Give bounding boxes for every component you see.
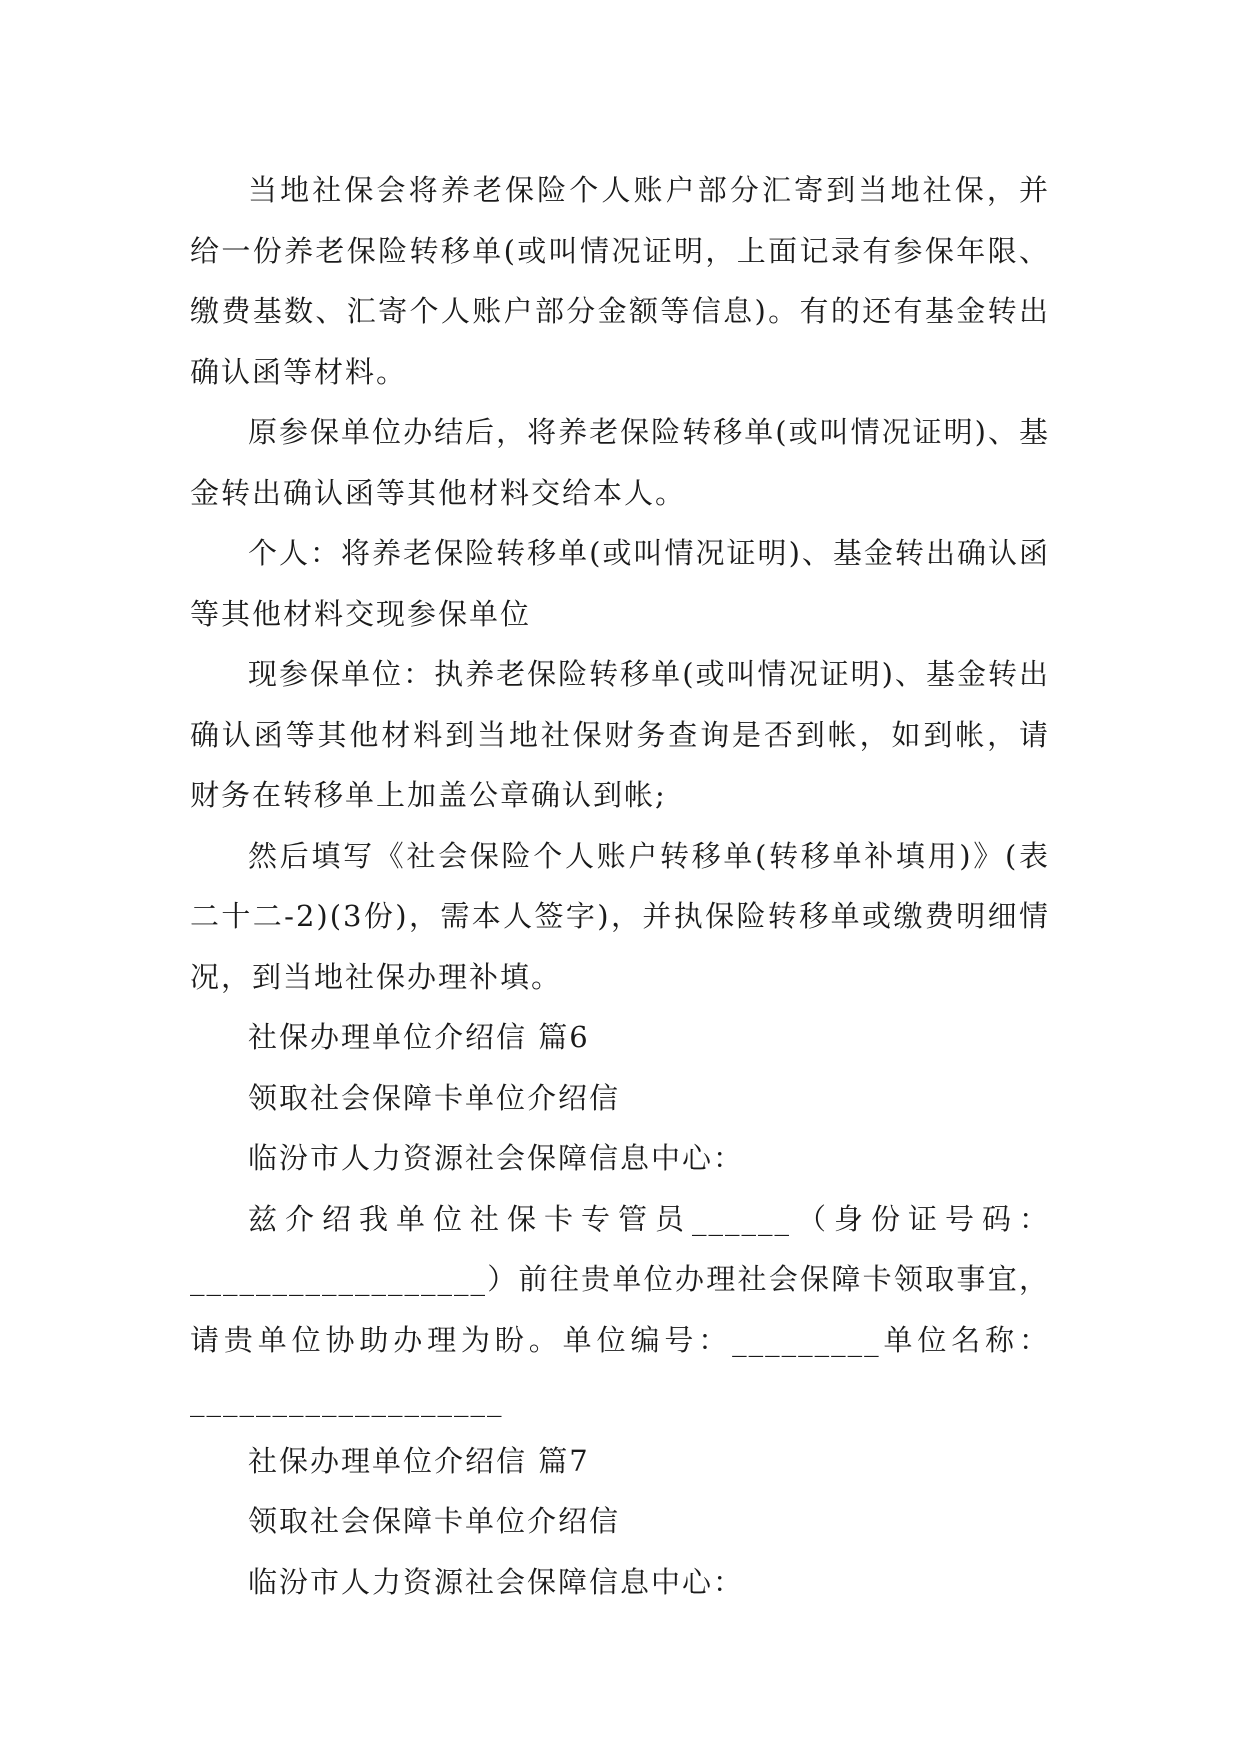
letter-title-6: 领取社会保障卡单位介绍信: [248, 1080, 621, 1115]
paragraph-original-unit: 原参保单位办结后，将养老保险转移单(或叫情况证明)、基金转出确认函等其他材料交给本人。: [190, 415, 1050, 510]
document-body: [190, 160, 1050, 1612]
paragraph-current-unit: 现参保单位：执养老保险转移单(或叫情况证明)、基金转出确认函等其他材料到当地社保财务查询是否到帐，如到帐，请财务在转移单上加盖公章确认到帐;: [190, 657, 1050, 812]
paragraph-fill-form: 然后填写《社会保险个人账户转移单(转移单补填用)》(表二十二-2)(3份)，需本人签字)，并执保险转移单或缴费明细情况，到当地社保办理补填。: [190, 838, 1050, 994]
paragraph-individual: 个人：将养老保险转移单(或叫情况证明)、基金转出确认函等其他材料交现参保单位: [190, 536, 1050, 631]
section-heading-7: 社保办理单位介绍信 篇7: [248, 1443, 590, 1478]
letter-recipient-7: 临汾市人力资源社会保障信息中心：: [248, 1564, 745, 1599]
section-heading-6: 社保办理单位介绍信 篇6: [248, 1020, 590, 1054]
letter-body-6: 兹介绍我单位社保卡专管员______（身份证号码：__________________）前往贵单位办理社会保障卡领取事宜，请贵单位协助办理为盼。单位编号：_________单位名称：___________________: [190, 1201, 1050, 1417]
paragraph-transfer-account: 当地社保会将养老保险个人账户部分汇寄到当地社保，并给一份养老保险转移单(或叫情况证明，上面记录有参保年限、缴费基数、汇寄个人账户部分金额等信息)。有的还有基金转出确认函等材料。: [190, 173, 1050, 389]
letter-title-7: 领取社会保障卡单位介绍信: [248, 1504, 621, 1538]
letter-recipient-6: 临汾市人力资源社会保障信息中心：: [248, 1141, 745, 1175]
